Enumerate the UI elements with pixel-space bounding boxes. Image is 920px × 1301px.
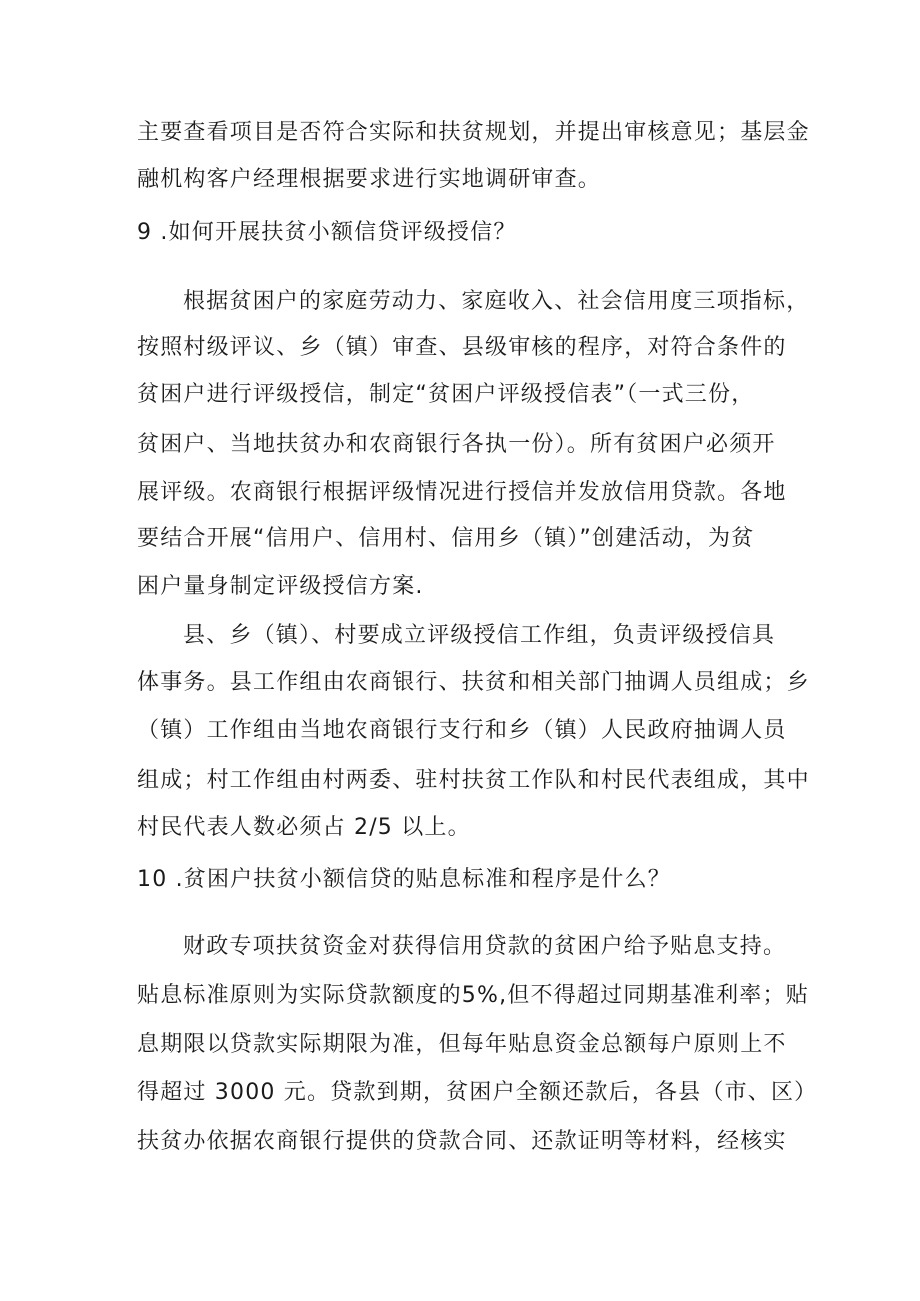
- paragraph-line: 融机构客户经理根据要求进行实地调研审查。: [137, 167, 602, 192]
- section-heading-10: 10 .贫困户扶贫小额信贷的贴息标准和程序是什么？: [137, 867, 671, 892]
- paragraph-line: 村民代表人数必须占 2/5 以上。: [137, 815, 471, 840]
- paragraph-line: 贴息标准原则为实际贷款额度的5%,但不得超过同期基准利率；贴: [137, 983, 809, 1008]
- paragraph-line: 体事务。县工作组由农商银行、扶贫和相关部门抽调人员组成；乡: [137, 670, 810, 695]
- paragraph-line: 贫困户、当地扶贫办和农商银行各执一份）。所有贫困户必须开: [137, 432, 776, 457]
- paragraph-line: 贫困户进行评级授信，制定“贫困户评级授信表”（一式三份，: [137, 382, 755, 407]
- paragraph-line: 困户量身制定评级授信方案.: [137, 574, 424, 599]
- paragraph-line: 要结合开展“信用户、信用村、信用乡（镇）”创建活动，为贫: [137, 526, 755, 551]
- paragraph-line: 财政专项扶贫资金对获得信用贷款的贫困户给予贴息支持。: [183, 934, 787, 959]
- paragraph-line: 根据贫困户的家庭劳动力、家庭收入、社会信用度三项指标，: [183, 289, 810, 314]
- section-heading-9: 9 .如何开展扶贫小额信贷评级授信？: [137, 220, 517, 245]
- paragraph-line: 按照村级评议、乡（镇）审查、县级审核的程序，对符合条件的: [137, 335, 787, 360]
- paragraph-line: 县、乡（镇）、村要成立评级授信工作组，负责评级授信具: [183, 623, 776, 648]
- paragraph-line: 组成；村工作组由村两委、驻村扶贫工作队和村民代表组成，其中: [137, 768, 810, 793]
- paragraph-line: 息期限以贷款实际期限为准，但每年贴息资金总额每户原则上不: [137, 1032, 787, 1057]
- paragraph-line: 展评级。农商银行根据评级情况进行授信并发放信用贷款。各地: [137, 480, 787, 505]
- paragraph-line: 扶贫办依据农商银行提供的贷款合同、还款证明等材料，经核实: [137, 1129, 787, 1154]
- paragraph-line: 主要查看项目是否符合实际和扶贫规划，并提出审核意见；基层金: [137, 120, 810, 145]
- paragraph-line: （镇）工作组由当地农商银行支行和乡（镇）人民政府抽调人员: [137, 718, 787, 743]
- paragraph-line: 得超过 3000 元。贷款到期，贫困户全额还款后，各县（市、区）: [137, 1080, 818, 1105]
